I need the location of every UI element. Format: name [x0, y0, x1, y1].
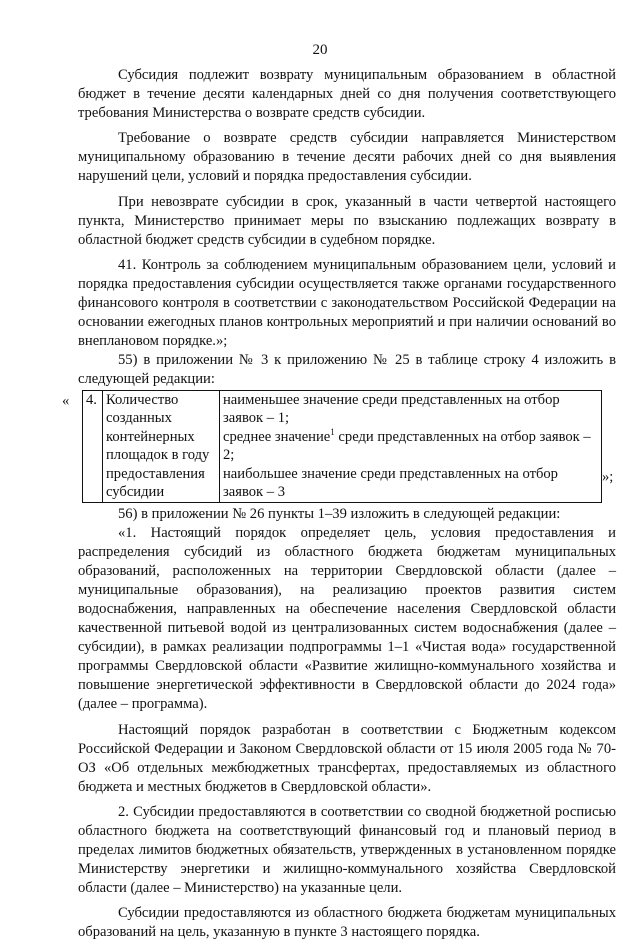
paragraph-refund-request: Требование о возврате средств субсидии направляется Министерством муниципальному образованию в течение десяти рабочих дней со дня выявления нарушений цели, условий и порядка предоставления субсидии.	[78, 130, 616, 185]
document-body	[62, 66, 616, 949]
footnote-marker: 1	[330, 426, 335, 437]
table-row-number: 4.	[83, 390, 103, 502]
table-criteria-cell	[220, 390, 602, 502]
paragraph-point-2: 2. Субсидии предоставляются в соответствии со сводной бюджетной росписью областного бюджета на соответствующий финансовый год и плановый период в пределах лимитов бюджетных обязательств, утвержденных в установленном порядке Министерству энергетики и жилищно-коммунального хозяйства Свердловской области (далее – Министерство) на указанные цели.	[78, 803, 616, 897]
paragraph-legal-basis: Настоящий порядок разработан в соответствии с Бюджетным кодексом Российской Федерации и Законом Свердловской области от 15 июля 2005 года № 70-ОЗ «Об отдельных межбюджетных трансфертах, предоставляемых из областного бюджета и местных бюджетов в Свердловской области».	[78, 721, 616, 795]
paragraph-item-55: 55) в приложении № 3 к приложению № 25 в таблице строку 4 изложить в следующей редакции:	[78, 352, 616, 388]
criterion-average	[223, 428, 598, 465]
criterion-average-label: среднее значение	[223, 428, 331, 445]
criteria-table	[82, 390, 602, 503]
table-block	[62, 390, 616, 503]
page-number: 20	[312, 42, 328, 58]
paragraph-item-56: 56) в приложении № 26 пункты 1–39 изложить в следующей редакции:	[118, 505, 561, 522]
paragraph-subsidy-purpose: Субсидии предоставляются из областного бюджета бюджетам муниципальных образований на цель, указанную в пункте 3 настоящего порядка.	[78, 905, 616, 941]
table-row	[83, 390, 602, 502]
paragraph-recovery-measures: При невозврате субсидии в срок, указанный в части четвертой настоящего пункта, Министерство принимает меры по взысканию подлежащих возврату в областной бюджет средств субсидии в судебном порядке.	[78, 193, 616, 248]
paragraph-point-1: «1. Настоящий порядок определяет цель, условия предоставления и распределения субсидий из областного бюджета бюджетам муниципальных образований, расположенных на территории Свердловской области (далее – муниципальные образования), на реализацию проектов развития систем водоснабжения, направленных на обеспечение населения Свердловской области качественной питьевой водой из централизованных систем водоснабжения (далее – субсидии), в рамках реализации подпрограммы 1–1 «Чистая вода» государственной программы Свердловской области «Развитие жилищно-коммунального хозяйства и повышение энергетической эффективности в Свердловской области до 2024 года» (далее – программа).	[78, 524, 616, 713]
paragraph-item-41: 41. Контроль за соблюдением муниципальным образованием цели, условий и порядка предоставления субсидии осуществляется также органами государственного финансового контроля в соответствии с законодательством Российской Федерации на основании ежегодных планов контрольных мероприятий и при наличии оснований во внеплановом порядке.»;	[78, 256, 616, 350]
criterion-highest: наибольшее значение среди представленных на отбор заявок – 3	[223, 465, 558, 500]
table-indicator-cell: Количество созданных контейнерных площадок в году предоставления субсидии	[103, 390, 220, 502]
criterion-average-rest: среди представленных на отбор заявок – 2;	[223, 428, 591, 463]
table-open-quote: «	[62, 392, 70, 409]
criterion-lowest: наименьшее значение среди представленных на отбор заявок – 1;	[223, 391, 560, 426]
paragraph-refund-deadline: Субсидия подлежит возврату муниципальным образованием в областной бюджет в течение десяти календарных дней со дня получения соответствующего требования Министерства о возврате средств субсидии.	[78, 67, 616, 122]
table-close-quote: »;	[602, 468, 614, 485]
